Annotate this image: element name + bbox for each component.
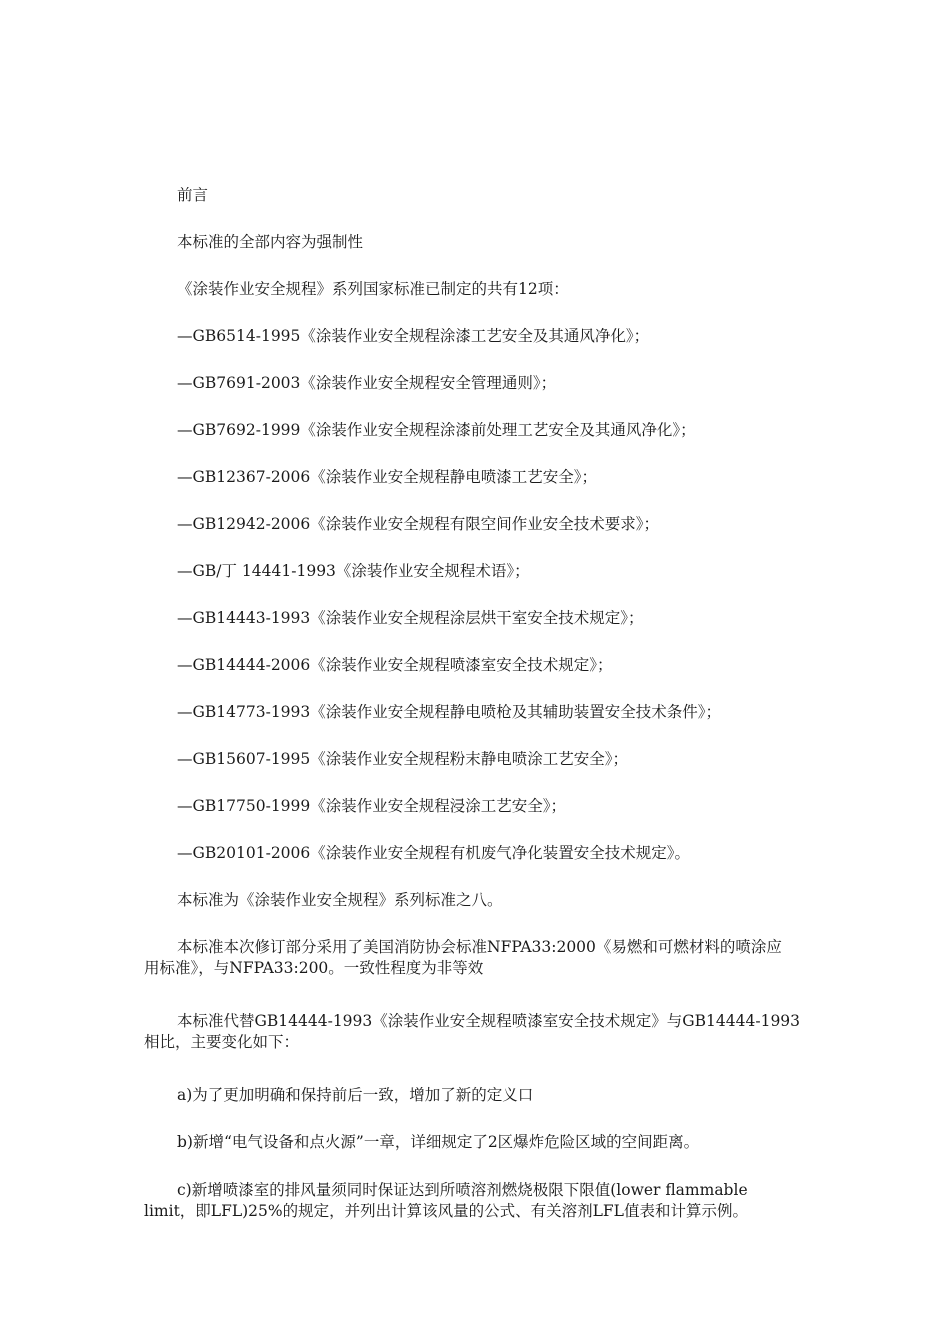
change-item-c	[144, 1180, 824, 1222]
change-item-b: b)新增“电气设备和点火源”一章，详细规定了2区爆炸危险区域的空间距离。	[177, 1133, 700, 1151]
series-position-note: 本标准为《涂装作业安全规程》系列标准之八。	[177, 891, 503, 909]
replacement-paragraph	[144, 1011, 824, 1053]
standard-item: —GB12942-2006《涂装作业安全规程有限空间作业安全技术要求》；	[177, 515, 660, 533]
standard-item: —GB14444-2006《涂装作业安全规程喷漆室安全技术规定》；	[177, 656, 613, 674]
adoption-paragraph	[144, 937, 824, 979]
change-c-line: c)新增喷漆室的排风量须同时保证达到所喷溶剂燃烧极限下限值(lower flammable	[177, 1181, 748, 1199]
preface-heading: 前言	[177, 186, 209, 204]
standard-item: —GB20101-2006《涂装作业安全规程有机废气净化装置安全技术规定》。	[177, 844, 691, 862]
standard-item: —GB15607-1995《涂装作业安全规程粉末静电喷涂工艺安全》；	[177, 750, 629, 768]
standard-item: —GB14773-1993《涂装作业安全规程静电喷枪及其辅助装置安全技术条件》；	[177, 703, 722, 721]
series-intro: 《涂装作业安全规程》系列国家标准已制定的共有12项：	[177, 280, 569, 298]
replacement-line: 本标准代替GB14444-1993《涂装作业安全规程喷漆室安全技术规定》与GB14444-1993	[177, 1012, 801, 1030]
change-item-a: a)为了更加明确和保持前后一致，增加了新的定义口	[177, 1086, 534, 1104]
standard-item: —GB17750-1999《涂装作业安全规程浸涂工艺安全》；	[177, 797, 567, 815]
standard-item: —GB/丁 14441-1993《涂装作业安全规程术语》；	[177, 562, 530, 580]
adoption-line: 用标准》，与NFPA33:200。一致性程度为非等效	[144, 959, 484, 977]
standard-item: —GB7691-2003《涂装作业安全规程安全管理通则》；	[177, 374, 557, 392]
standard-item: —GB12367-2006《涂装作业安全规程静电喷漆工艺安全》；	[177, 468, 598, 486]
standard-item: —GB6514-1995《涂装作业安全规程涂漆工艺安全及其通风净化》；	[177, 327, 650, 345]
change-c-line: limit，即LFL)25%的规定，并列出计算该风量的公式、有关溶剂LFL值表和计算示例。	[144, 1202, 748, 1220]
adoption-line: 本标准本次修订部分采用了美国消防协会标准NFPA33:2000《易燃和可燃材料的喷涂应	[177, 938, 782, 956]
mandatory-note: 本标准的全部内容为强制性	[177, 233, 364, 251]
standard-item: —GB7692-1999《涂装作业安全规程涂漆前处理工艺安全及其通风净化》；	[177, 421, 696, 439]
replacement-line: 相比，主要变化如下：	[144, 1033, 300, 1051]
standard-item: —GB14443-1993《涂装作业安全规程涂层烘干室安全技术规定》；	[177, 609, 644, 627]
